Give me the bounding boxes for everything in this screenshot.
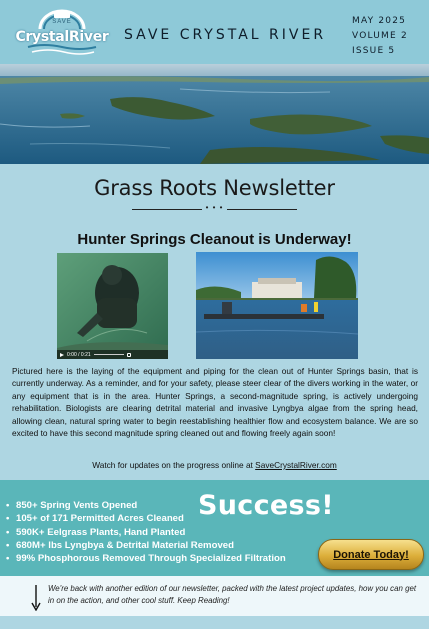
stat-label: Phosphorous Removed Through Specialized Filtration (35, 553, 286, 565)
logo-text: CrystalRiver (15, 29, 109, 45)
issue-info (352, 14, 426, 59)
newsletter-title: Grass Roots Newsletter (94, 176, 335, 200)
play-icon[interactable] (60, 353, 64, 357)
stat-bullet: • (6, 539, 10, 551)
bottom-strip (0, 616, 429, 629)
video-progress-track[interactable] (94, 354, 124, 355)
divider-dots: • • • (205, 203, 224, 212)
barge-photo (196, 252, 358, 359)
logo-tagline: SAVE (52, 19, 72, 25)
arrow-down-icon (31, 585, 41, 611)
watch-updates-line (0, 460, 429, 470)
stat-item (6, 552, 286, 565)
issue-volume: VOLUME 2 (352, 31, 408, 41)
issue-number: ISSUE 5 (352, 46, 396, 56)
donate-button[interactable]: Donate Today! (318, 539, 424, 570)
stat-bullet: • (6, 513, 10, 525)
success-heading: Success! (198, 490, 334, 521)
stat-value: 850+ (16, 500, 38, 511)
article-headline: Hunter Springs Cleanout is Underway! (77, 231, 352, 248)
stat-bullet: • (6, 500, 10, 511)
logo[interactable] (14, 7, 110, 59)
title-divider (132, 203, 297, 215)
fullscreen-icon[interactable] (127, 353, 131, 357)
video-time: 0:00 / 0:21 (67, 351, 91, 358)
issue-date: MAY 2025 (352, 16, 407, 26)
stat-value: 680M+ (16, 539, 46, 551)
diver-video[interactable] (57, 253, 168, 359)
masthead-title: SAVE CRYSTAL RIVER (124, 27, 327, 43)
stat-label: Eelgrass Plants, Hand Planted (44, 526, 186, 538)
stat-value: 99% (16, 553, 36, 565)
header-bar (0, 0, 429, 64)
video-controls[interactable] (57, 350, 168, 359)
aerial-banner-image (0, 64, 429, 164)
footer-intro-text: We're back with another edition of our newsletter, packed with the latest project updates, how you can get in on the action, and other cool stuff. Keep Reading! (48, 584, 417, 605)
stat-item (6, 526, 286, 539)
stat-value: 105+ (16, 513, 38, 525)
article-body: Pictured here is the laying of the equipment and piping for the clean out of Hunter Springs basin, that is currently underway. As a reminder, and for your safety, please steer clear of the divers working in the water, or any equipment that is in the area. Hunter Springs, a second-magnitude spring, is actively undergoing rehabilitation. Biologists are clearing detrital material and invasive Lyngbya algae from the spring head, allowing clean, natural spring water to begin reestablishing healthier flow and ecosystem balance. We are so excited to have this second magnitude spring cleaned out and flowing freely again soon! (12, 366, 418, 439)
website-link[interactable]: SaveCrystalRiver.com (255, 460, 337, 470)
stat-item (6, 539, 286, 552)
stat-label: Spring Vents Opened (37, 500, 138, 511)
watch-prefix: Watch for updates on the progress online at (92, 460, 256, 470)
stat-bullet: • (6, 526, 10, 538)
stat-value: 590K+ (16, 526, 45, 538)
stat-label: lbs Lyngbya & Detrital Material Removed (45, 539, 234, 551)
stat-bullet: • (6, 553, 10, 565)
stat-label: of 171 Permitted Acres Cleaned (37, 513, 184, 525)
